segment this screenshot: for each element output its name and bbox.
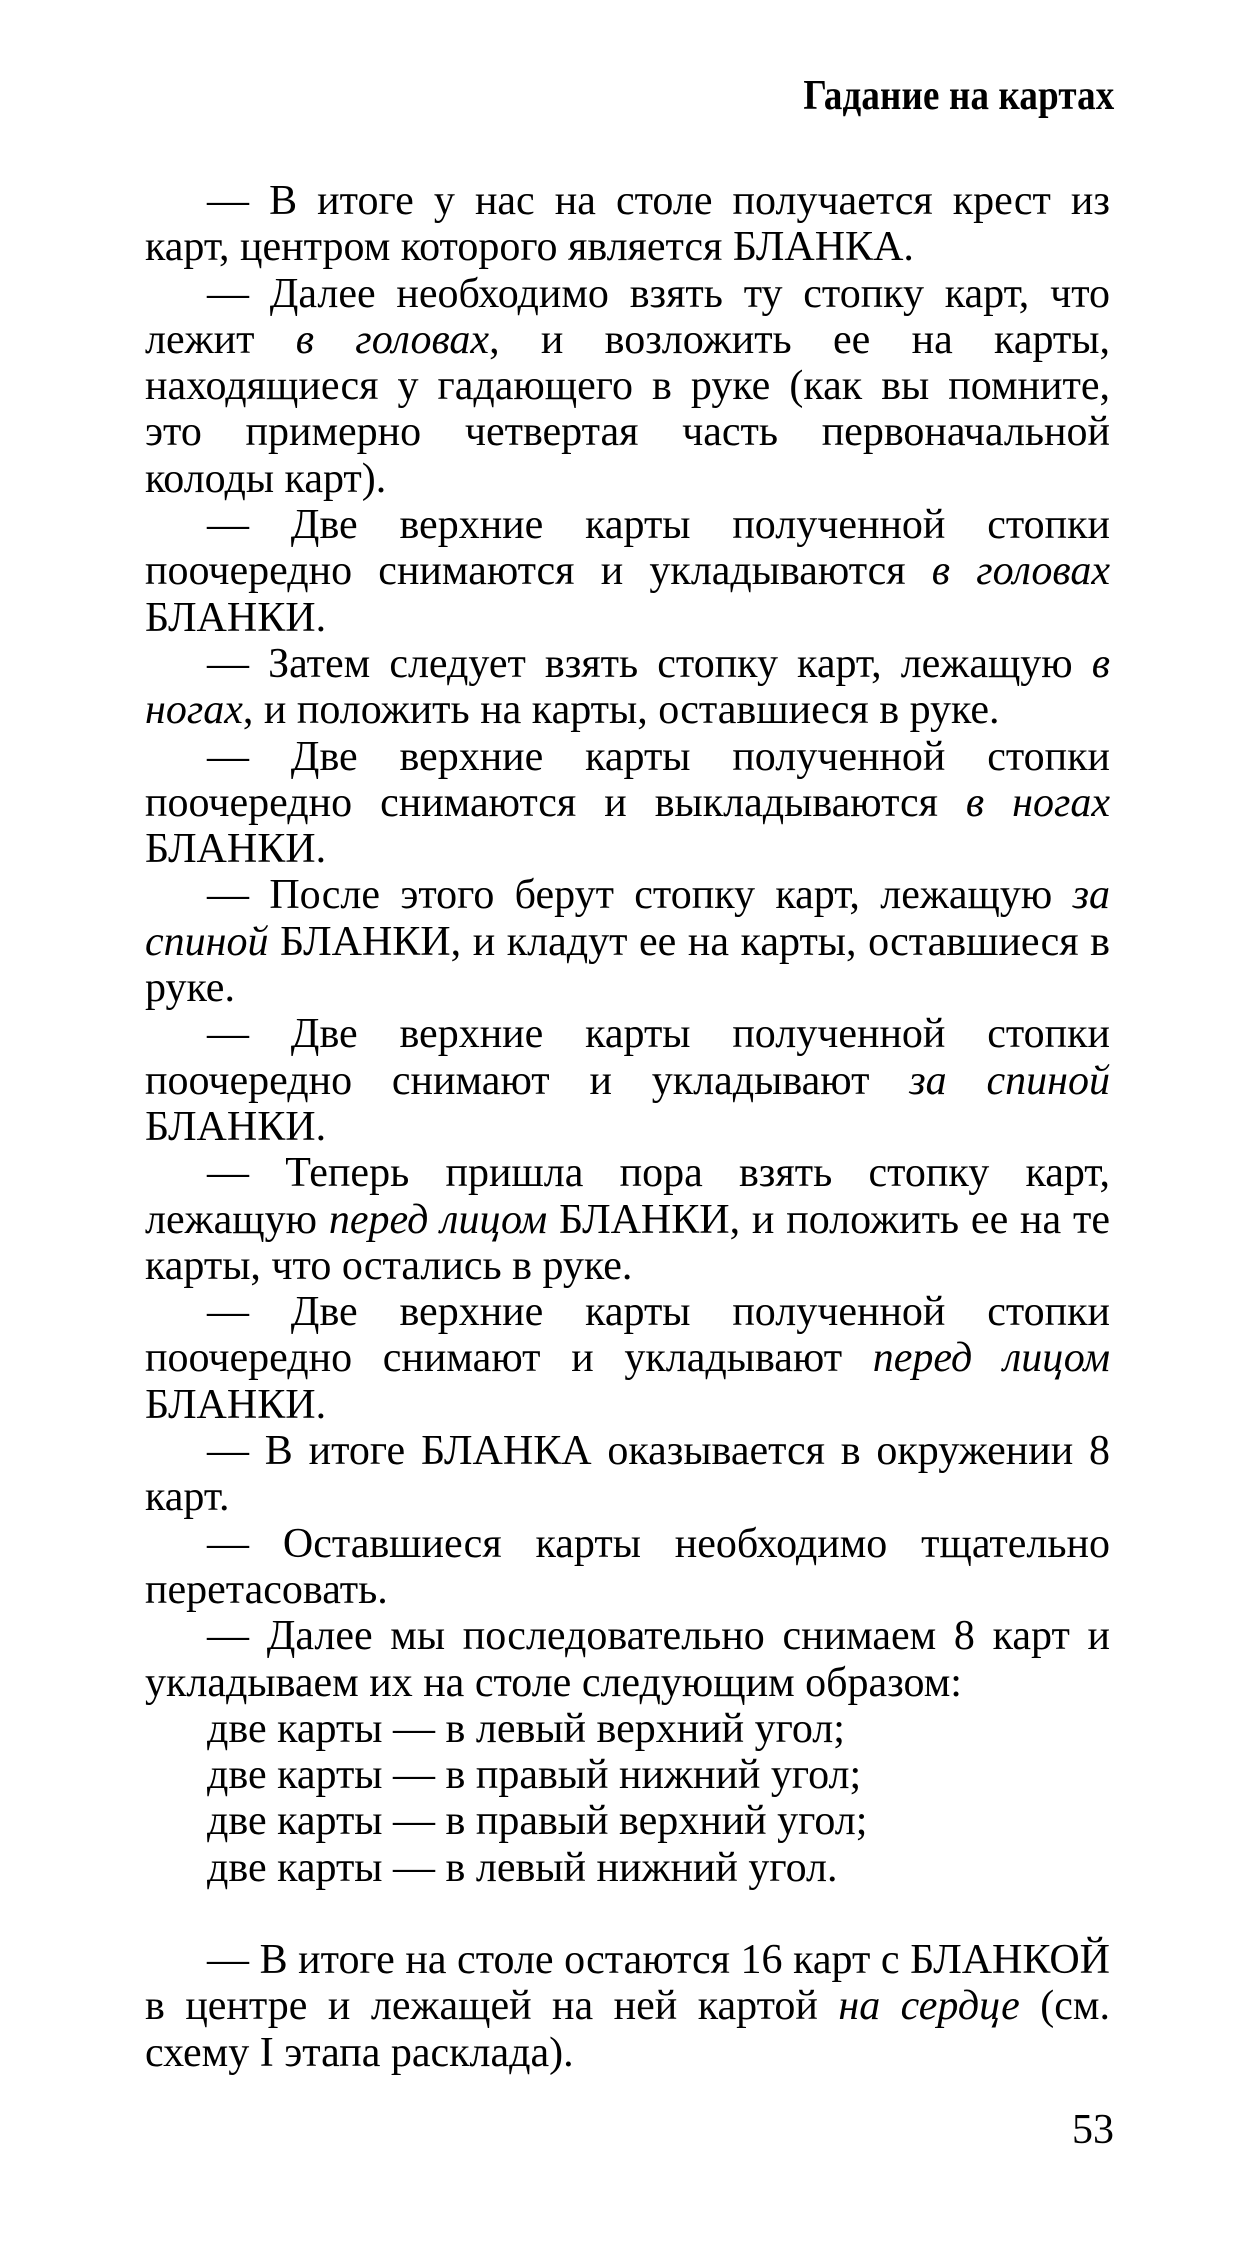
text-segment: — Две верхние карты полученной стопки поочередно снимают и укладывают [145,1011,1110,1104]
page-number: 53 [1072,2107,1114,2153]
list-item: две карты — в правый верхний угол; [207,1798,868,1845]
italic-phrase: в ногах [965,779,1110,826]
text-segment: , и возложить ее на карты, находящиеся у гадающего в руке (как вы помните, это примерно четвертая часть первоначальной колоды карт). [145,316,1110,502]
paragraph [145,1521,1110,1614]
text-segment: БЛАНКИ, и кладут ее на карты, оставшиеся в руке. [145,918,1110,1012]
paragraph [145,1613,1110,1706]
paragraph [145,178,1110,271]
text-segment: — Теперь пришла пора взять стопку карт, лежащую [145,1150,1110,1243]
text-segment: — Далее мы последовательно снимаем 8 карт и укладываем их на столе следующим образом: [145,1613,1110,1706]
text-segment: — После этого берут стопку карт, лежащую [207,872,1073,919]
text-segment: , и положить на карты, оставшиеся в руке. [242,687,1000,734]
text-segment: (см. схему I этапа расклада). [145,1983,1110,2076]
paragraph [145,1011,1110,1150]
text-segment: — Две верхние карты полученной стопки поочередно снимаются и укладываются [145,502,1110,595]
paragraph [145,641,1110,734]
text-segment: — Затем следует взять стопку карт, лежащую [207,640,1092,687]
text-segment: БЛАНКИ, и положить ее на те карты, что остались в руке. [145,1196,1111,1289]
text-segment: БЛАНКИ. [145,826,327,873]
italic-phrase: за спиной [909,1057,1110,1104]
list-item: две карты — в правый нижний угол; [207,1752,862,1799]
paragraph-gap [145,1891,1110,1937]
text-segment: БЛАНКИ. [145,594,327,641]
paragraph [145,271,1110,502]
paragraph [145,734,1110,873]
text-segment: — В итоге у нас на столе получается крест из карт, центром которого является БЛАНКА. [145,178,1110,271]
italic-phrase: перед лицом [328,1196,548,1243]
italic-phrase: за спиной [145,872,1110,965]
italic-phrase: в ногах [145,640,1110,734]
text-segment: — Две верхние карты полученной стопки поочередно снимаются и выкладываются [145,733,1110,826]
text-segment: — В итоге на столе остаются 16 карт с БЛАНКОЙ в центре и лежащей на ней картой [145,1936,1110,2030]
paragraph [145,1150,1110,1289]
paragraph-group [145,178,1110,1706]
text-segment: — Далее необходимо взять ту стопку карт, что лежит [145,270,1110,363]
italic-phrase: в головах [295,316,490,363]
body-text [145,178,1110,2076]
text-segment: — В итоге БЛАНКА оказывается в окружении 8 карт. [145,1428,1110,1521]
text-segment: БЛАНКИ. [145,1381,327,1428]
italic-phrase: на сердце [838,1983,1020,2030]
text-segment: — Оставшиеся карты необходимо тщательно перетасовать. [145,1520,1110,1613]
paragraph [145,502,1110,641]
paragraph [145,1289,1110,1428]
paragraph [145,1428,1110,1521]
text-segment: — Две верхние карты полученной стопки поочередно снимают и укладывают [145,1289,1110,1382]
italic-phrase: перед лицом [872,1335,1110,1382]
paragraph [145,872,1110,1011]
card-layout-list [145,1706,1110,1891]
final-paragraph [145,1937,1110,2076]
text-segment: БЛАНКИ. [145,1103,327,1150]
list-item: две карты — в левый нижний угол. [207,1844,838,1891]
italic-phrase: в головах [931,548,1111,595]
list-item: две карты — в левый верхний угол; [207,1705,845,1752]
running-header: Гадание на картах [802,73,1114,119]
